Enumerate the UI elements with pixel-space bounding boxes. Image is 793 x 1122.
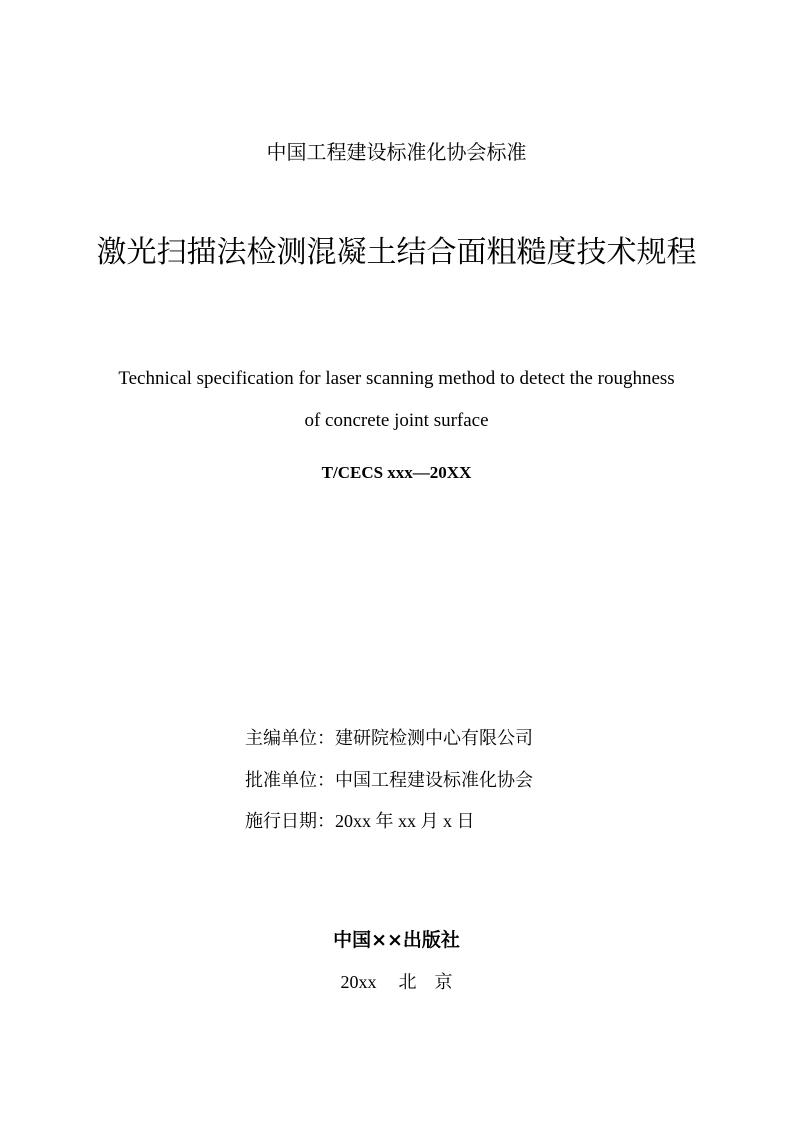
editor-label: 主编单位： [245,728,335,749]
date-row [245,801,665,843]
english-title-line-1: Technical specification for laser scanning method to detect the roughness [118,368,675,389]
publisher-name: 中国××出版社 [333,929,460,951]
page-title: 激光扫描法检测混凝土结合面粗糙度技术规程 [96,235,697,270]
approver-row [245,760,665,802]
approver-label: 批准单位： [245,769,335,791]
publication-year: 20xx [340,972,377,992]
english-title-line-2: of concrete joint surface [304,410,489,431]
date-label: 施行日期： [245,811,335,832]
approver-value: 中国工程建设标准化协会 [335,769,533,791]
editor-value: 建研院检测中心有限公司 [335,728,533,749]
publication-city-part-1: 北 [398,972,417,993]
publication-place [0,969,793,996]
publication-city-part-2: 京 [434,972,453,993]
org-header: 中国工程建设标准化协会标准 [266,140,527,164]
info-block [245,718,665,843]
standard-number: T/CECS xxx—20XX [321,463,472,482]
editor-row [245,718,665,760]
date-value: 20xx 年 xx 月 x 日 [335,811,475,831]
